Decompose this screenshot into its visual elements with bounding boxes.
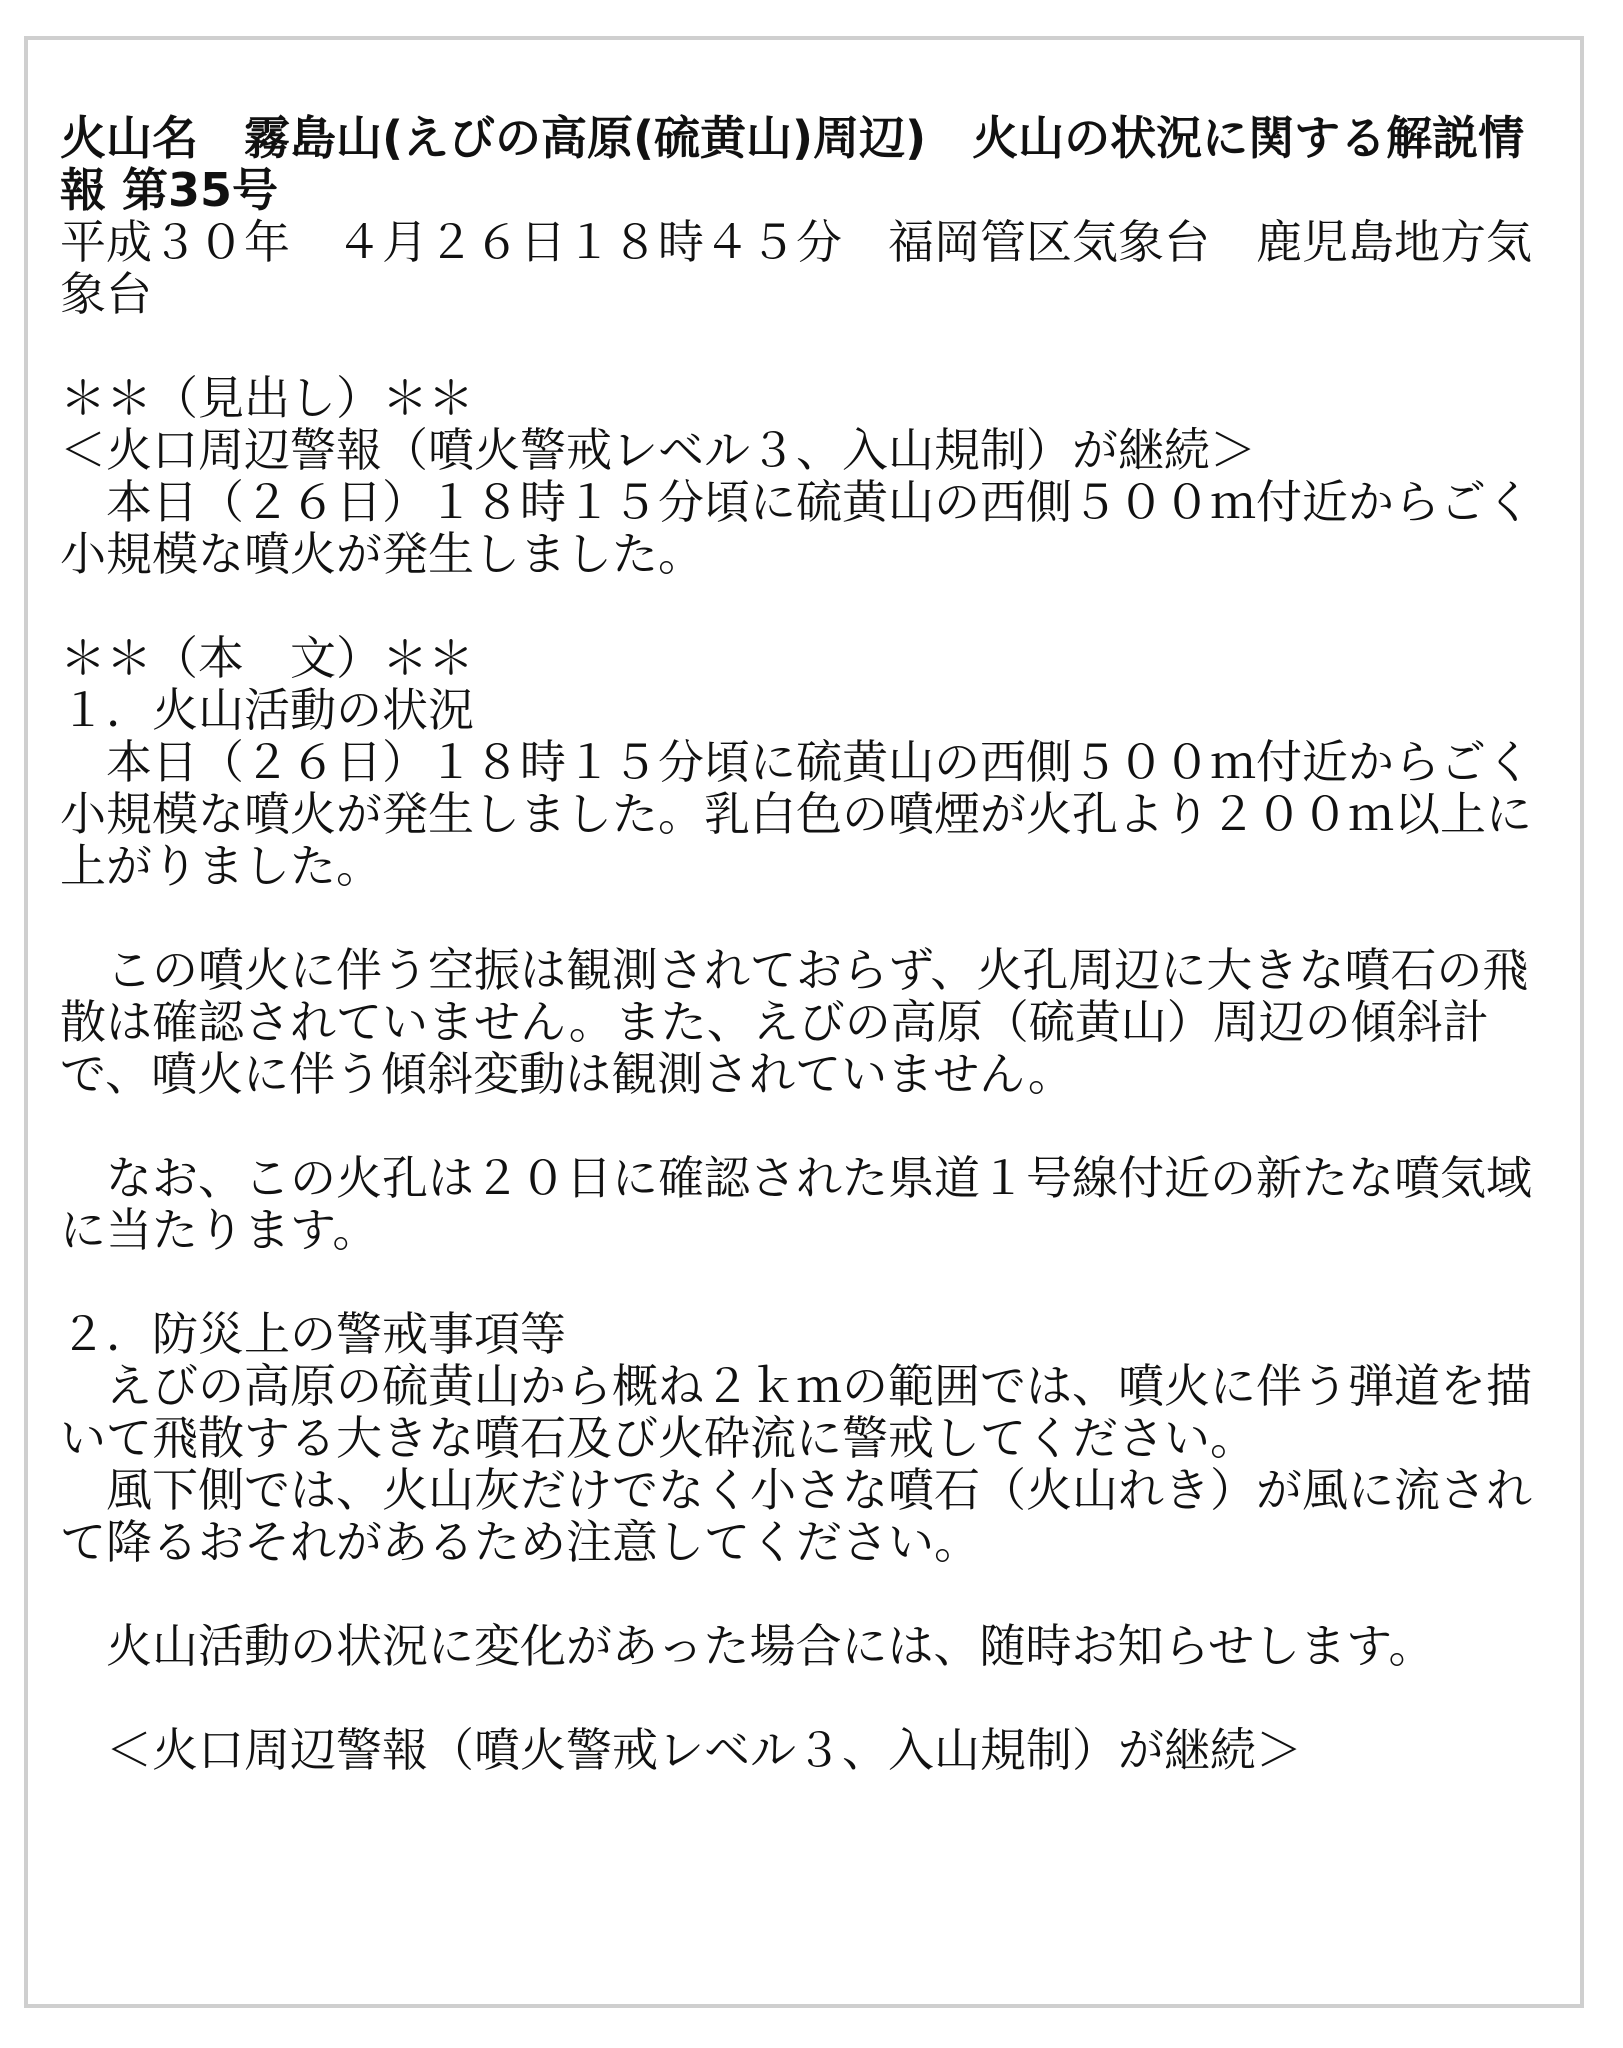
blank-line — [60, 1568, 1560, 1620]
section1-heading: １．火山活動の状況 — [60, 683, 474, 737]
headline-summary: 本日（２６日）１８時１５分頃に硫黄山の西側５００ｍ付近からごく小規模な噴火が発生しました。 — [60, 475, 1532, 581]
headline-warning: ＜火口周辺警報（噴火警戒レベル３、入山規制）が継続＞ — [60, 423, 1256, 477]
closing-warning: ＜火口周辺警報（噴火警戒レベル３、入山規制）が継続＞ — [60, 1723, 1302, 1777]
blank-line — [60, 892, 1560, 944]
section1-paragraph-1: 本日（２６日）１８時１５分頃に硫黄山の西側５００ｍ付近からごく小規模な噴火が発生しました。乳白色の噴煙が火孔より２００ｍ以上に上がりました。 — [60, 735, 1532, 893]
blank-line — [60, 1672, 1560, 1724]
document-title: 火山名 霧島山(えびの高原(硫黄山)周辺) 火山の状況に関する解説情報 第35号 — [60, 111, 1525, 217]
bulletin-content — [60, 112, 1560, 1776]
section1-paragraph-2: この噴火に伴う空振は観測されておらず、火孔周辺に大きな噴石の飛散は確認されていません。また、えびの高原（硫黄山）周辺の傾斜計で、噴火に伴う傾斜変動は観測されていません。 — [60, 943, 1529, 1101]
section1-paragraph-3: なお、この火孔は２０日に確認された県道１号線付近の新たな噴気域に当たります。 — [60, 1151, 1532, 1257]
headline-label: ＊＊（見出し）＊＊ — [60, 371, 474, 425]
blank-line — [60, 580, 1560, 632]
section2-paragraph-3: 火山活動の状況に変化があった場合には、随時お知らせします。 — [60, 1619, 1435, 1673]
section2-paragraph-2: 風下側では、火山灰だけでなく小さな噴石（火山れき）が風に流されて降るおそれがあるため注意してください。 — [60, 1463, 1532, 1569]
blank-line — [60, 1256, 1560, 1308]
section2-paragraph-1: えびの高原の硫黄山から概ね２ｋｍの範囲では、噴火に伴う弾道を描いて飛散する大きな噴石及び火砕流に警戒してください。 — [60, 1359, 1532, 1465]
blank-line — [60, 1100, 1560, 1152]
body-label: ＊＊（本 文）＊＊ — [60, 631, 474, 685]
issued-line: 平成３０年 ４月２６日１８時４５分 福岡管区気象台 鹿児島地方気象台 — [60, 215, 1532, 321]
blank-line — [60, 320, 1560, 372]
section2-heading: ２．防災上の警戒事項等 — [60, 1307, 566, 1361]
